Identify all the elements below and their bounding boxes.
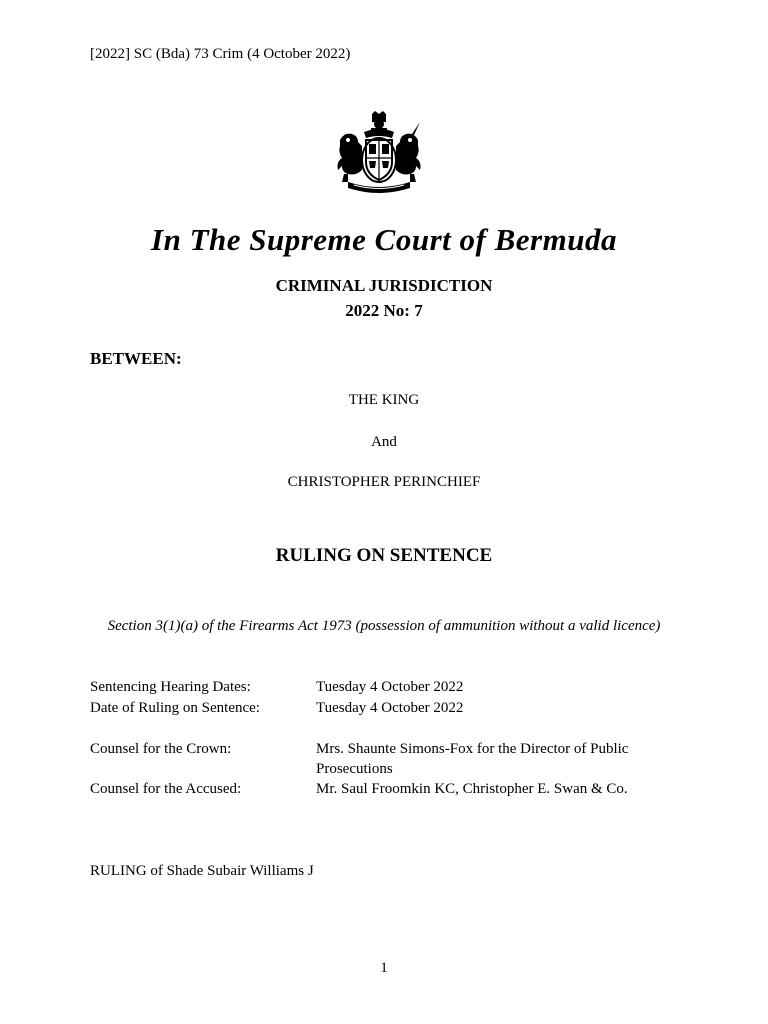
ruling-date-label: Date of Ruling on Sentence: xyxy=(90,700,260,716)
ruling-by-judge: RULING of Shade Subair Williams J xyxy=(90,863,314,879)
crown-counsel-value-line1: Mrs. Shaunte Simons-Fox for the Director of Public xyxy=(316,741,629,757)
hearing-dates-value: Tuesday 4 October 2022 xyxy=(316,679,464,695)
ruling-heading: RULING ON SENTENCE xyxy=(275,545,493,566)
hearing-dates-label: Sentencing Hearing Dates: xyxy=(90,679,251,695)
crown-counsel-label: Counsel for the Crown: xyxy=(90,741,232,757)
court-title: In The Supreme Court of Bermuda xyxy=(151,222,617,257)
page-number: 1 xyxy=(380,960,388,976)
jurisdiction-heading: CRIMINAL JURISDICTION xyxy=(275,276,493,295)
case-number: 2022 No: 7 xyxy=(345,301,423,320)
accused-counsel-value: Mr. Saul Froomkin KC, Christopher E. Swan & Co. xyxy=(316,781,628,797)
between-label: BETWEEN: xyxy=(90,349,182,368)
accused-counsel-label: Counsel for the Accused: xyxy=(90,781,242,797)
case-citation: [2022] SC (Bda) 73 Crim (4 October 2022) xyxy=(90,46,351,62)
party-prosecution: THE KING xyxy=(348,392,420,408)
party-conjunction: And xyxy=(371,434,397,450)
ruling-date-value: Tuesday 4 October 2022 xyxy=(316,700,464,716)
party-accused: CHRISTOPHER PERINCHIEF xyxy=(287,474,481,490)
crown-counsel-value-line2: Prosecutions xyxy=(316,761,393,777)
royal-coat-of-arms-icon xyxy=(334,110,424,194)
statute-section-note: Section 3(1)(a) of the Firearms Act 1973 (possession of ammunition without a valid licence) xyxy=(107,618,661,634)
